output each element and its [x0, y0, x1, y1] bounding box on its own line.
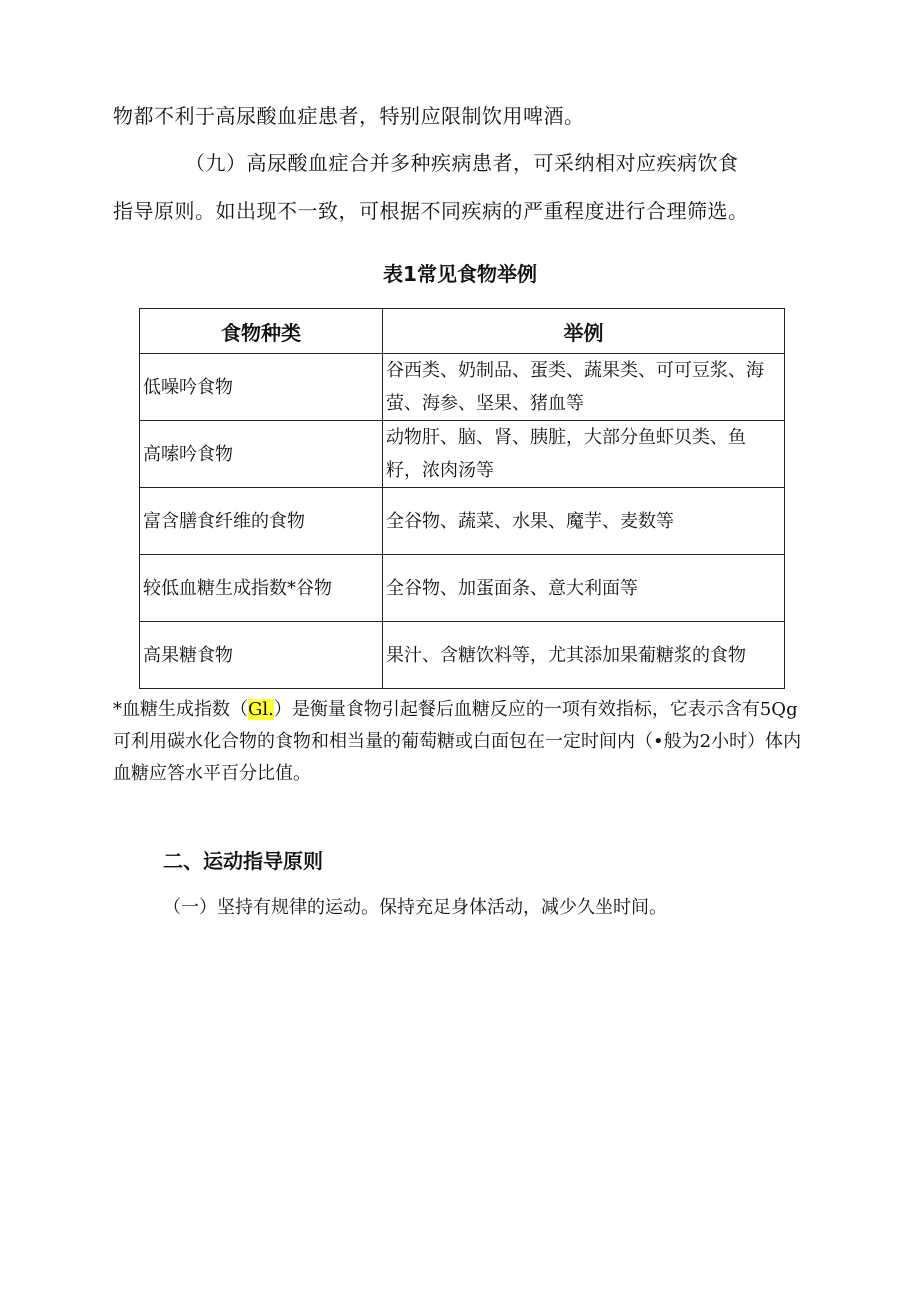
table-row: [140, 622, 785, 689]
row-example: 全谷物、加蛋面条、意大利面等: [383, 555, 785, 622]
paragraph-line-3: 指导原则。如出现不一致，可根据不同疾病的严重程度进行合理筛选。: [113, 199, 749, 223]
row-example: 全谷物、蔬菜、水果、魔芋、麦数等: [383, 488, 785, 555]
footnote-text-rest: ）是衡量食物引起餐后血糖反应的一项有效指标，它表示含有5Qg可利用碳水化合物的食物和相当量的葡萄糖或白面包在一定时间内（•般为2小时）体内血糖应答水平百分比值。: [113, 699, 802, 784]
table-title: 表1常见食物举例: [383, 262, 537, 286]
table-row: [140, 421, 785, 488]
table-row: [140, 488, 785, 555]
section-item-1: （一）坚持有规律的运动。保持充足身体活动，减少久坐时间。: [163, 897, 667, 918]
row-category: 高嗦吟食物: [140, 421, 383, 488]
food-examples-table: [139, 308, 785, 689]
highlighted-text: Gl.: [248, 699, 274, 720]
row-example: 动物肝、脑、肾、胰脏，大部分鱼虾贝类、鱼籽，浓肉汤等: [383, 421, 785, 488]
table-header-row: [140, 309, 785, 354]
section-heading: 二、运动指导原则: [163, 849, 323, 873]
paragraph-line-1: 物都不利于高尿酸血症患者，特别应限制饮用啤酒。: [113, 104, 585, 128]
row-example: 谷西类、奶制品、蛋类、蔬果类、可可豆浆、海萤、海参、坚果、猪血等: [383, 354, 785, 421]
row-category: 富含膳食纤维的食物: [140, 488, 383, 555]
row-example: 果汁、含糖饮料等，尤其添加果葡糖浆的食物: [383, 622, 785, 689]
header-examples: 举例: [383, 309, 785, 354]
row-category: 高果糖食物: [140, 622, 383, 689]
table-row: [140, 555, 785, 622]
row-category: 低噪吟食物: [140, 354, 383, 421]
row-category: 较低血糖生成指数*谷物: [140, 555, 383, 622]
footnote-text-start: *血糖生成指数（: [113, 699, 248, 720]
table-row: [140, 354, 785, 421]
footnote: [113, 694, 813, 790]
paragraph-line-2: （九）高尿酸血症合并多种疾病患者，可采纳相对应疾病饮食: [185, 151, 739, 175]
header-food-category: 食物种类: [140, 309, 383, 354]
